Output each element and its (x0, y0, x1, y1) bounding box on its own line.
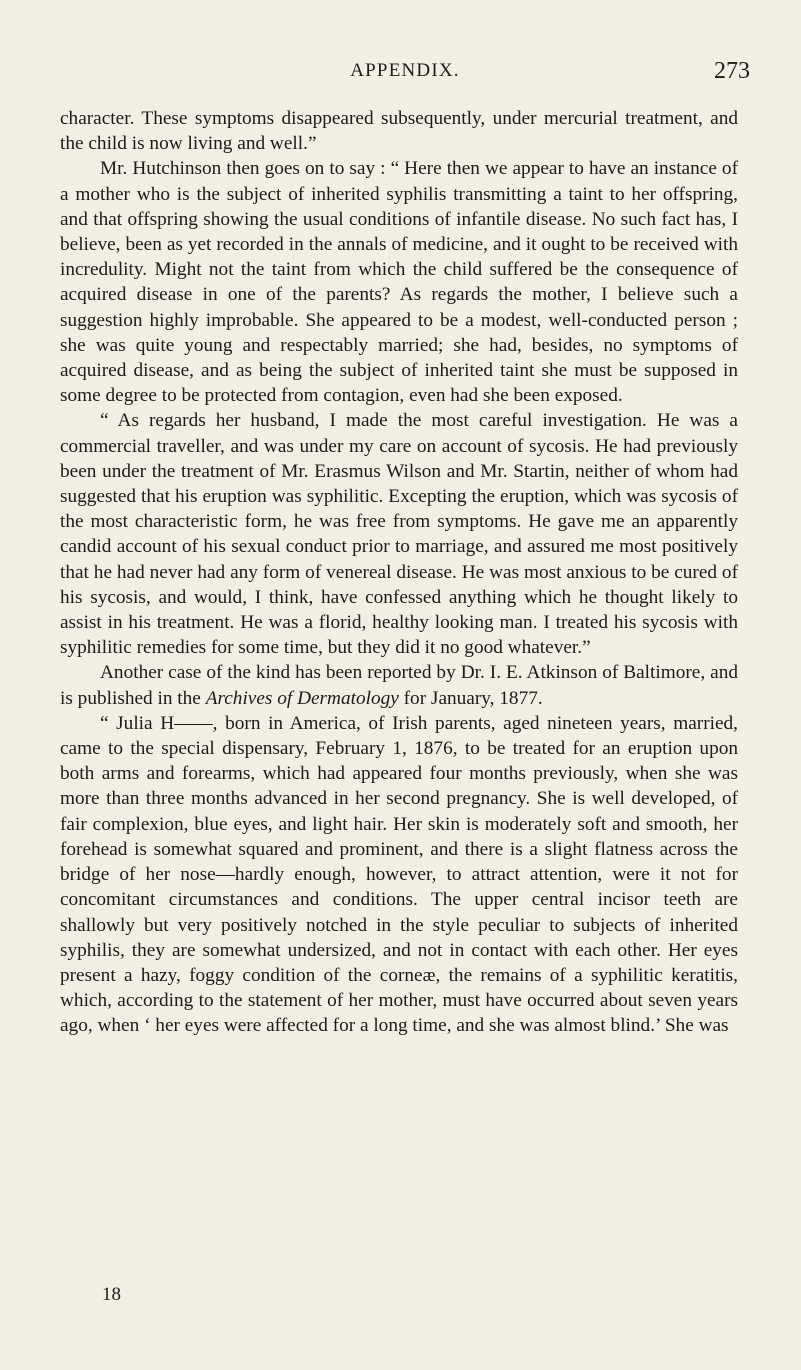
paragraph-atkinson-case (60, 660, 738, 710)
signature-mark: 18 (102, 1284, 121, 1305)
paragraph-julia-case: “ Julia H——, born in America, of Irish parents, aged nineteen years, married, came to the special dispensary, February 1, 1876, to be treated for an eruption upon both arms and forearms, which had appeared four months previously, when she was more than three months advanced in her second pregnancy. She is well developed, of fair complexion, blue eyes, and light hair. Her skin is moderately soft and smooth, her forehead is somewhat squared and prominent, and there is a slight flatness across the bridge of her nose—hardly enough, however, to attract attention, were it not for concomitant circumstances and conditions. The upper central incisor teeth are shallowly but very positively notched in the style peculiar to subjects of inherited syphilis, they are somewhat undersized, and not in contact with each other. Her eyes present a hazy, foggy condition of the corneæ, the remains of a syphilitic keratitis, which, according to the statement of her mother, must have occurred about seven years ago, when ‘ her eyes were affected for a long time, and she was almost blind.’ She was (60, 712, 738, 1037)
paragraph-husband-account: “ As regards her husband, I made the most careful investigation. He was a commercial traveller, and was under my care on account of sycosis. He had previously been under the treatment of Mr. Erasmus Wilson and Mr. Startin, neither of whom had suggested that his eruption was syphilitic. Excepting the eruption, which was sycosis of the most characteristic form, he was free from symptoms. He gave me an apparently candid account of his sexual conduct prior to marriage, and assured me most positively that he had never had any form of venereal disease. He was most anxious to be cured of his sycosis, and would, I think, have confessed anything which he thought likely to assist in his treatment. He was a florid, healthy looking man. I treated his sycosis with syphilitic remedies for some time, but they did it no good whatever.” (60, 410, 738, 659)
paragraph-hutchinson-quote: Mr. Hutchinson then goes on to say : “ Here then we appear to have an instance of a mother who is the subject of inherited syphilis transmitting a taint to her offspring, and that offspring showing the usual conditions of infantile disease. No such fact has, I believe, been as yet recorded in the annals of medicine, and it ought to be received with incredulity. Might not the taint from which the child suffered be the consequence of acquired disease in one of the parents? As regards the mother, I believe such a suggestion highly improbable. She appeared to be a modest, well-conducted person ; she was quite young and respectably married; she had, besides, no symptoms of acquired disease, and as being the subject of inherited taint she must be supposed in some degree to be protected from contagion, even had she been exposed. (60, 158, 738, 407)
journal-title: Archives of Dermatology (205, 687, 399, 709)
running-title: APPENDIX. (350, 60, 460, 81)
atkinson-text-after: for January, 1877. (398, 687, 543, 709)
atkinson-text-before: Another case of the kind has been reported by Dr. I. E. Atkinson of Baltimore, and is published in the (60, 662, 738, 709)
paragraph-continuation: character. These symptoms disappeared subsequently, under mercurial treatment, and the child is now living and well.” (60, 108, 738, 155)
body-text (60, 106, 738, 1039)
running-head (60, 58, 750, 88)
page-number: 273 (714, 58, 750, 84)
